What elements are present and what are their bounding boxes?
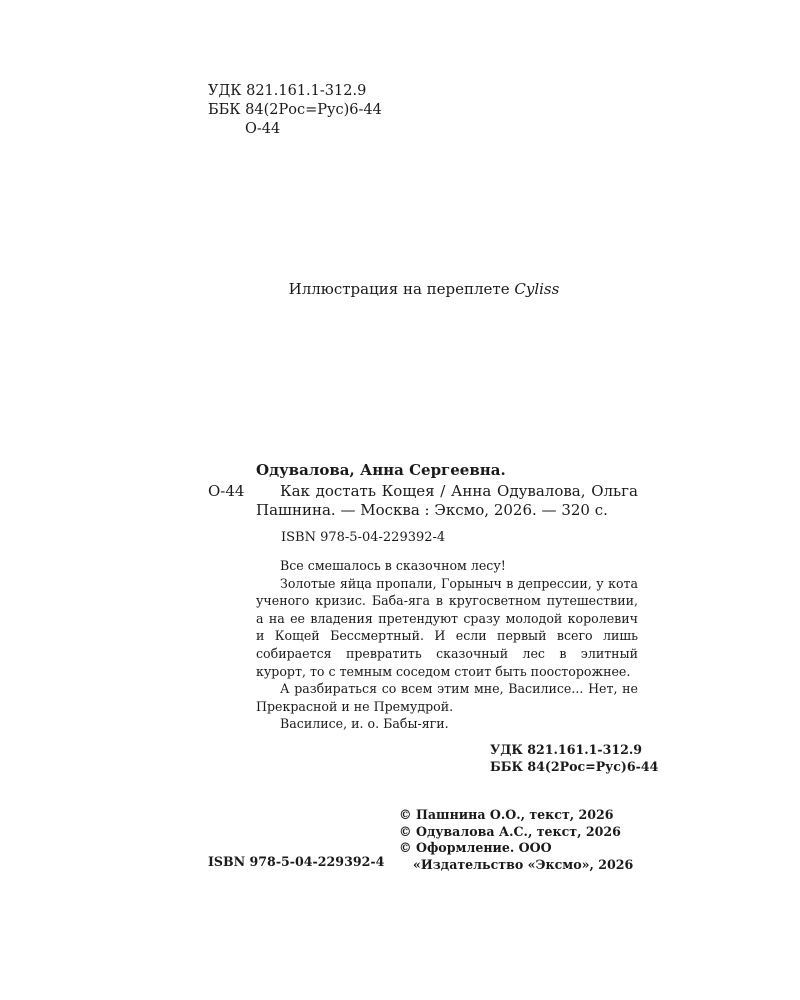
copyright-block (399, 807, 639, 873)
annotation-paragraph: Все смешалось в сказочном лесу! (280, 558, 506, 573)
illustration-credit (0, 280, 800, 298)
catalog-isbn: ISBN 978-5-04-229392-4 (281, 530, 446, 545)
illustration-prefix: Иллюстрация на переплете (288, 280, 510, 298)
header-udk: УДК 821.161.1-312.9 (208, 83, 367, 99)
catalog-title-block (256, 482, 638, 520)
illustration-artist: Cyliss (514, 280, 560, 298)
header-classification (208, 82, 382, 139)
copyright-line: © Пашнина О.О., текст, 2026 (399, 807, 614, 822)
header-author-code: О-44 (245, 121, 281, 137)
classification-bbk: ББК 84(2Рос=Рус)6-44 (490, 759, 659, 774)
annotation-paragraph: А разбираться со всем этим мне, Василисе... Нет, не Прекрасной и не Премудрой. (256, 681, 638, 714)
catalog-title-line: Как достать Кощея / Анна Одувалова, Ольга Пашнина. — Москва : Эксмо, 2026. — 320 с. (256, 482, 638, 519)
annotation (256, 557, 638, 733)
isbn-bottom: ISBN 978-5-04-229392-4 (208, 854, 385, 869)
annotation-paragraph: Василисе, и. о. Бабы-яги. (280, 716, 449, 732)
copyright-line: © Оформление. ООО «Издательство «Эксмо», 2026 (399, 840, 634, 872)
header-bbk: ББК 84(2Рос=Рус)6-44 (208, 102, 382, 118)
copyright-line: © Одувалова А.С., текст, 2026 (399, 823, 621, 839)
annotation-paragraph: Золотые яйца пропали, Горыныч в депрессии, у кота ученого кризис. Баба-яга в кругосветном путешествии, а на ее владения претендуют сразу молодой королевич и Кощей Бессмертный. И если первый всего лишь собирается превратить сказочный лес в элитный курорт, то с темным соседом стоит быть поосторожнее. (256, 575, 638, 679)
classification-block (490, 741, 658, 775)
catalog-author: Одувалова, Анна Сергеевна. (256, 461, 506, 479)
classification-udk: УДК 821.161.1-312.9 (490, 742, 643, 757)
catalog-code: О-44 (208, 482, 245, 500)
